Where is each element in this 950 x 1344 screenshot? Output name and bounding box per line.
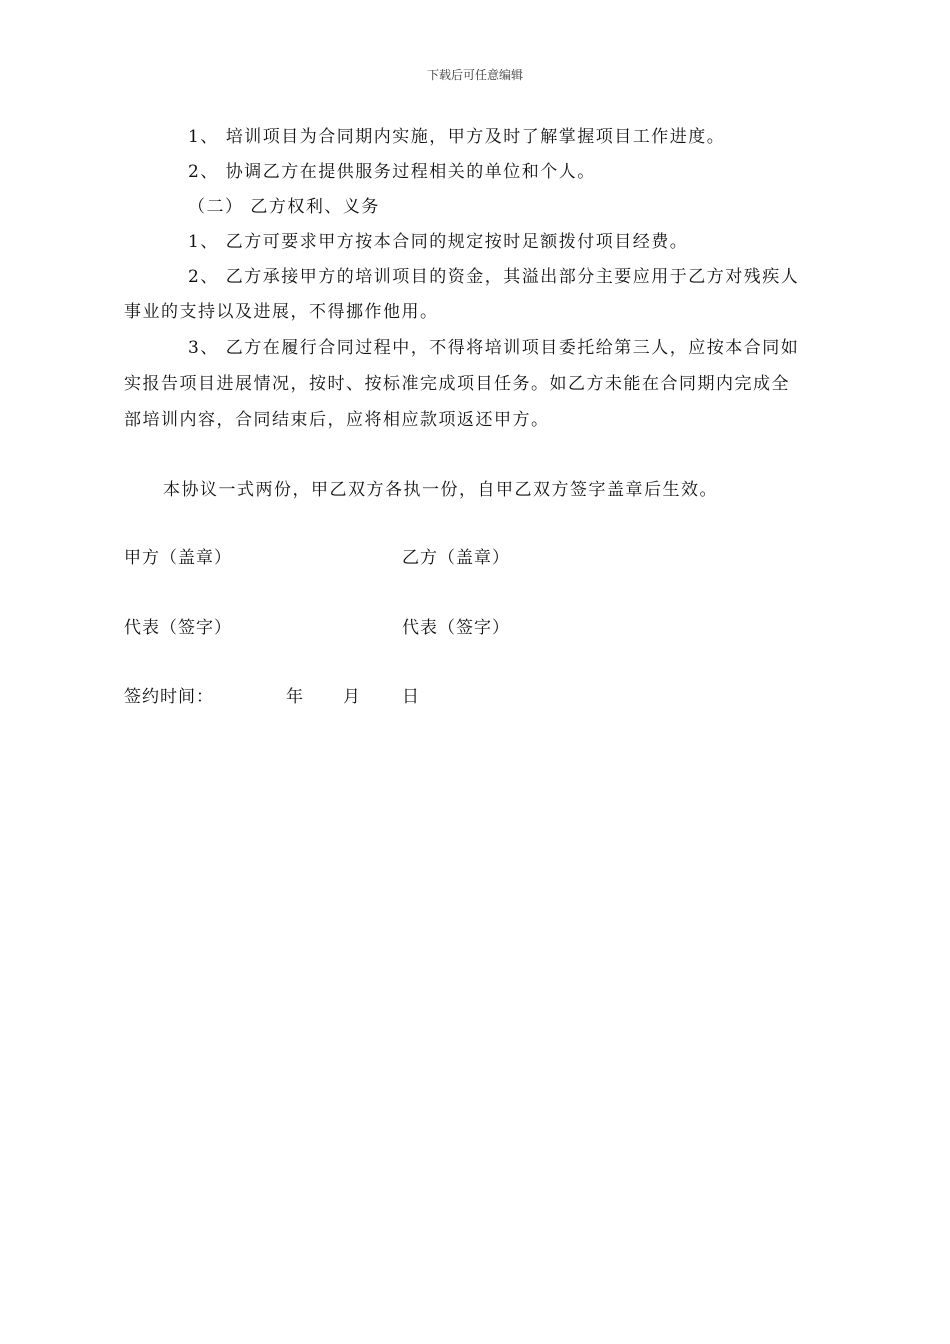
party-a-duty-2: 2、 协调乙方在提供服务过程相关的单位和个人。 xyxy=(188,162,596,182)
party-b-item-3-line-3: 部培训内容，合同结束后，应将相应款项返还甲方。 xyxy=(124,410,550,430)
agreement-note: 本协议一式两份，甲乙双方各执一份，自甲乙双方签字盖章后生效。 xyxy=(163,480,718,500)
date-label: 签约时间： xyxy=(124,687,214,707)
party-b-item-2-line-1: 2、 乙方承接甲方的培训项目的资金，其溢出部分主要应用于乙方对残疾人 xyxy=(188,267,800,287)
party-b-item-1: 1、 乙方可要求甲方按本合同的规定按时足额拨付项目经费。 xyxy=(188,232,689,252)
party-b-seal-label: 乙方（盖章） xyxy=(402,548,510,568)
date-month: 月 xyxy=(343,687,361,707)
party-b-item-2-line-2: 事业的支持以及进展，不得挪作他用。 xyxy=(124,302,439,322)
date-year: 年 xyxy=(286,687,304,707)
party-b-heading: （二） 乙方权利、义务 xyxy=(188,197,380,217)
party-a-rep-label: 代表（签字） xyxy=(124,618,232,638)
date-day: 日 xyxy=(402,687,420,707)
party-a-seal-label: 甲方（盖章） xyxy=(124,548,232,568)
party-b-item-3-line-2: 实报告项目进展情况，按时、按标准完成项目任务。如乙方未能在合同期内完成全 xyxy=(124,374,790,394)
party-b-item-3-line-1: 3、 乙方在履行合同过程中，不得将培训项目委托给第三人，应按本合同如 xyxy=(188,338,800,358)
page-header: 下载后可任意编辑 xyxy=(426,68,523,82)
party-b-rep-label: 代表（签字） xyxy=(402,618,510,638)
party-a-duty-1: 1、 培训项目为合同期内实施，甲方及时了解掌握项目工作进度。 xyxy=(188,127,726,147)
